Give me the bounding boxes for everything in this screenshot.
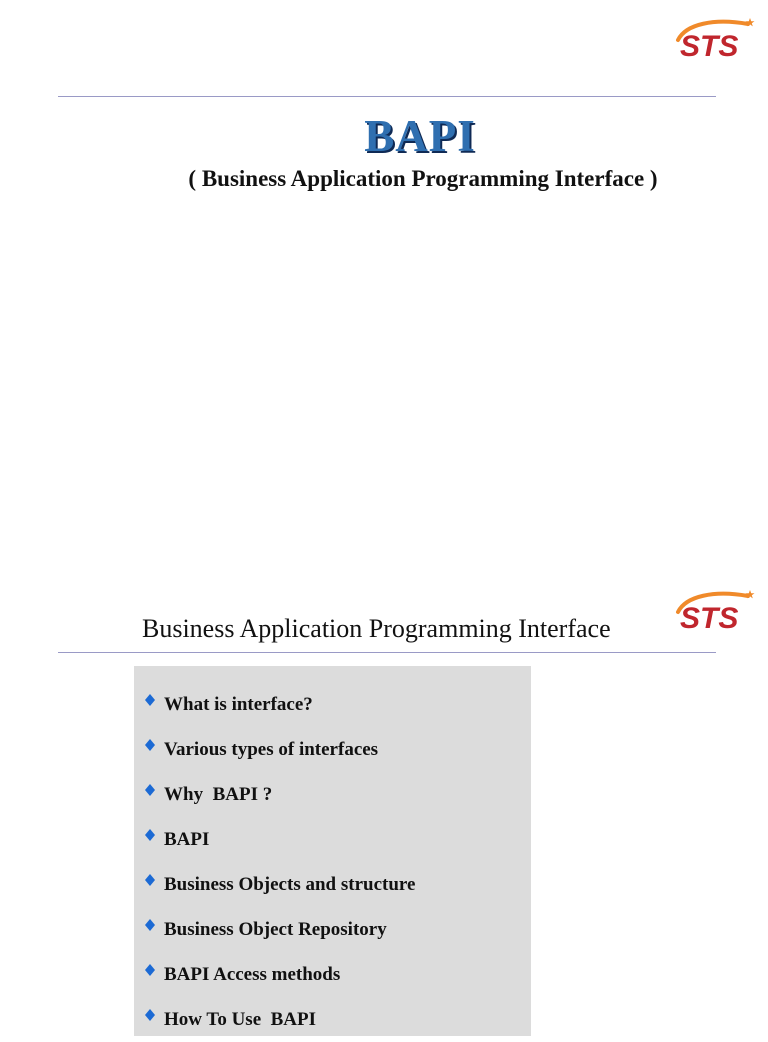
topics-panel <box>134 666 531 1036</box>
topic-label: What is interface? <box>164 693 313 715</box>
diamond-bullet-icon <box>144 962 156 978</box>
header-divider <box>58 652 716 653</box>
topic-label: How To Use BAPI <box>164 1008 317 1030</box>
topic-item <box>144 682 531 727</box>
topic-item <box>144 997 531 1042</box>
topic-item <box>144 727 531 772</box>
topic-item <box>144 817 531 862</box>
agenda-title: Business Application Programming Interface <box>142 614 611 643</box>
slide-title: BAPI <box>364 111 476 161</box>
header-divider <box>58 96 716 97</box>
diamond-bullet-icon <box>144 737 156 753</box>
diamond-bullet-icon <box>144 917 156 933</box>
diamond-bullet-icon <box>144 1007 156 1023</box>
topic-item <box>144 952 531 997</box>
diamond-bullet-icon <box>144 827 156 843</box>
logo-text: STS <box>680 30 739 62</box>
topic-label: Various types of interfaces <box>164 738 379 760</box>
topic-item <box>144 907 531 952</box>
sts-logo <box>674 584 758 634</box>
topic-label: Why BAPI ? <box>164 783 273 805</box>
topic-label: BAPI <box>164 828 210 850</box>
sts-logo-graphic <box>674 584 758 634</box>
slide-subtitle: ( Business Application Programming Interface ) <box>188 166 658 191</box>
diamond-bullet-icon <box>144 782 156 798</box>
diamond-bullet-icon <box>144 872 156 888</box>
topics-list <box>134 666 531 1042</box>
agenda-slide <box>0 560 768 1030</box>
topic-item <box>144 862 531 907</box>
sts-logo-graphic <box>674 12 758 62</box>
topic-label: Business Object Repository <box>164 918 387 940</box>
topic-label: Business Objects and structure <box>164 873 416 895</box>
sts-logo <box>674 12 758 62</box>
topic-label: BAPI Access methods <box>164 963 341 985</box>
logo-text: STS <box>680 602 739 634</box>
topic-item <box>144 772 531 817</box>
diamond-bullet-icon <box>144 692 156 708</box>
